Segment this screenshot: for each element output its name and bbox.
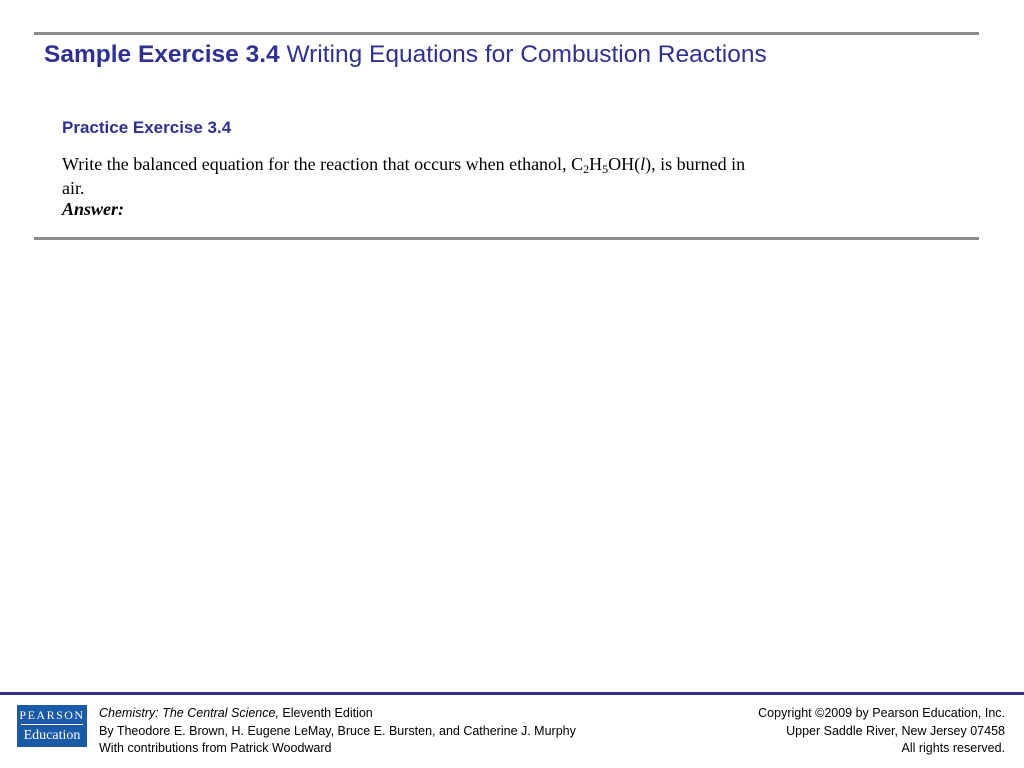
question-text-after: ), is burned in air. (62, 154, 746, 198)
slide-title-lead: Sample Exercise 3.4 (44, 41, 280, 68)
pearson-education-logo (17, 705, 87, 747)
rights-line: All rights reserved. (901, 741, 1005, 755)
question-oh: OH( (608, 154, 641, 174)
answer-label: Answer: (62, 199, 125, 219)
book-title: Chemistry: The Central Science, (99, 706, 279, 720)
copyright-line: Copyright ©2009 by Pearson Education, Inc. (758, 706, 1005, 720)
footer-contributions: With contributions from Patrick Woodward (99, 741, 332, 755)
question-text-before: Write the balanced equation for the reaction that occurs when ethanol, C (62, 154, 584, 174)
practice-heading: Practice Exercise 3.4 (62, 118, 232, 137)
slide-title-rest: Writing Equations for Combustion Reactions (286, 41, 767, 68)
logo-divider (21, 724, 83, 725)
bottom-divider (34, 237, 979, 240)
book-edition: Eleventh Edition (278, 706, 373, 720)
footer-divider (0, 692, 1024, 695)
subscript-hydrogen: 5 (602, 162, 609, 176)
slide-title (44, 41, 767, 69)
logo-line-1: PEARSON (19, 708, 85, 722)
state-symbol: l (640, 154, 646, 174)
practice-question (62, 152, 762, 200)
footer-copyright (758, 705, 1005, 758)
footer-credits (99, 705, 576, 758)
footer-book-line (99, 705, 576, 723)
footer-authors: By Theodore E. Brown, H. Eugene LeMay, Bruce E. Bursten, and Catherine J. Murphy (99, 723, 576, 738)
logo-line-2: Education (23, 728, 81, 743)
address-line: Upper Saddle River, New Jersey 07458 (786, 723, 1005, 738)
top-divider (34, 32, 979, 35)
question-hydrogen: H (589, 154, 603, 174)
subscript-carbon: 2 (583, 162, 590, 176)
